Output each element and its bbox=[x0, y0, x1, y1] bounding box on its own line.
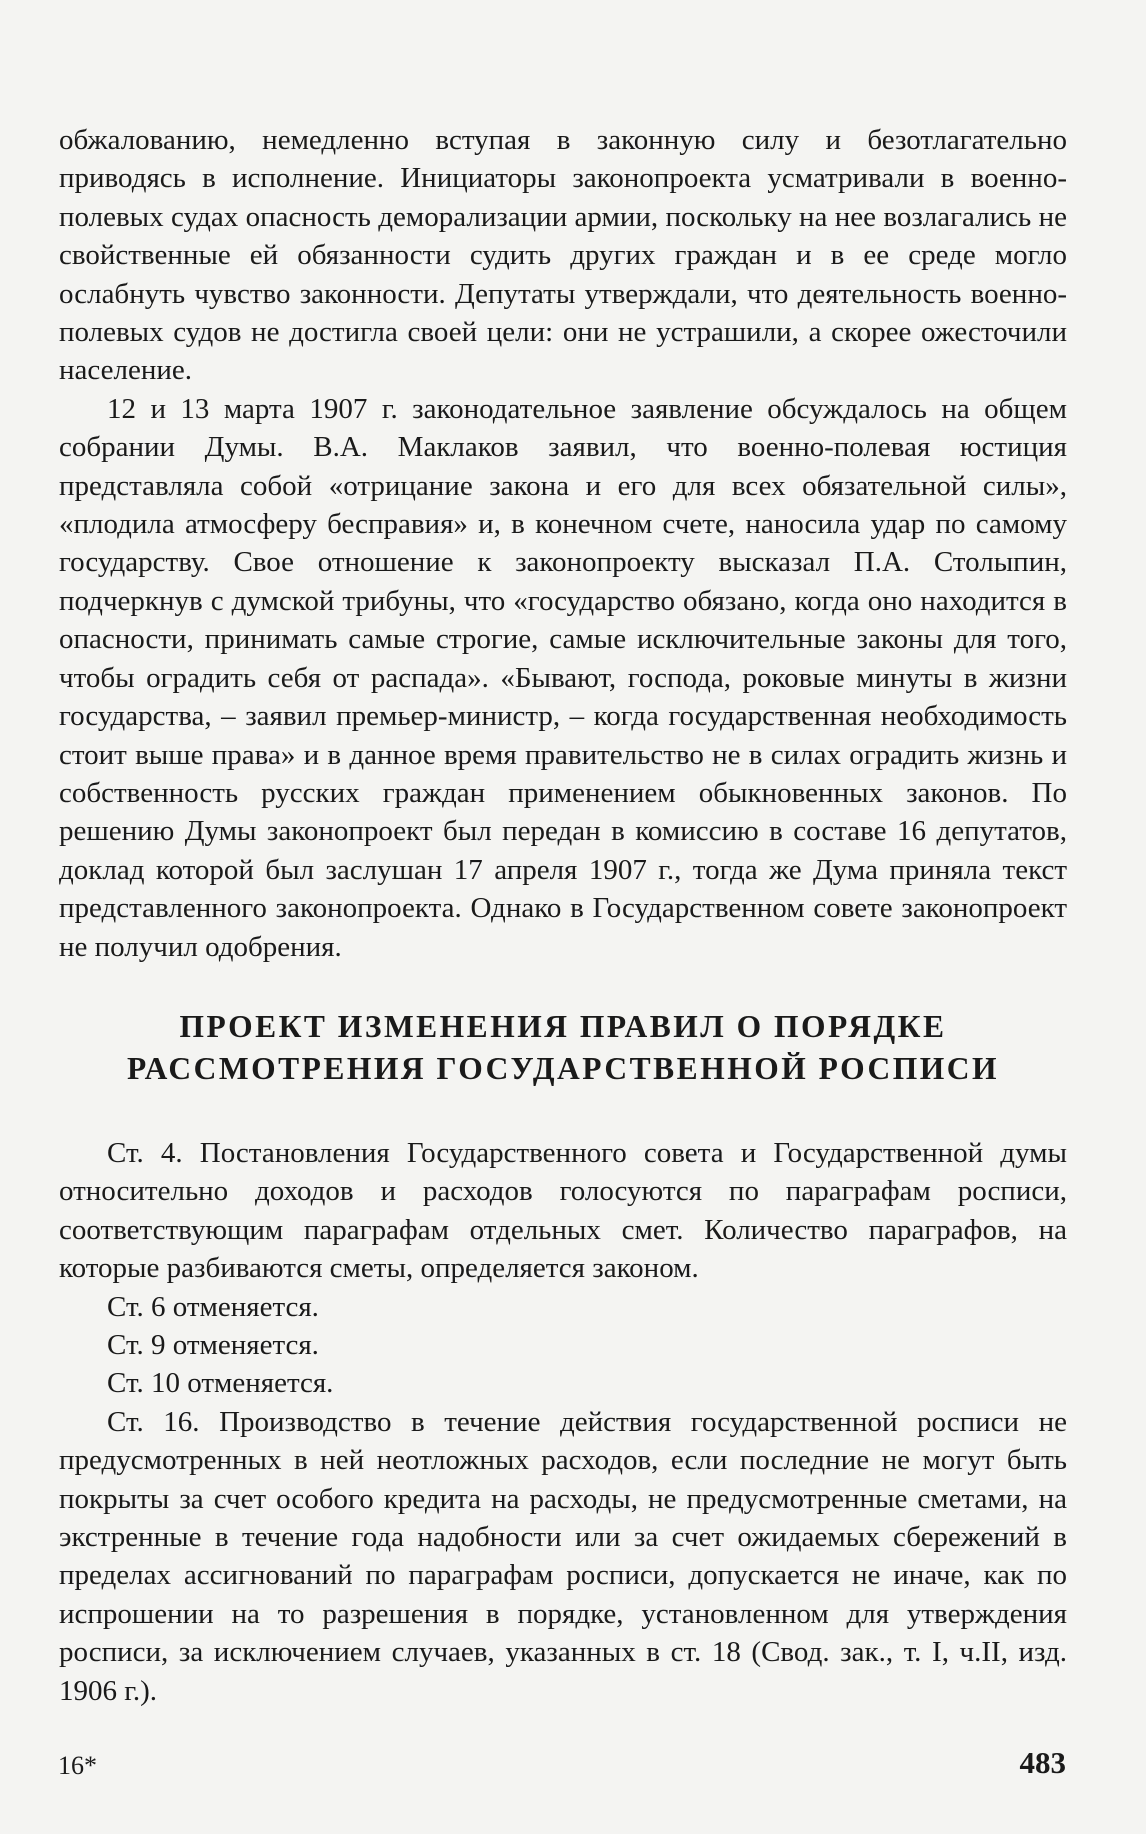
article-4: Ст. 4. Постановления Государственного совета и Государственной думы относительно доходов и расходов голосуются по параграфам росписи, соответствующим параграфам отдельных смет. Количество параграфов, на которые разбиваются сметы, определяется законом. bbox=[59, 1137, 1067, 1285]
page-number: 483 bbox=[1019, 1745, 1066, 1780]
paragraph-continuation: обжалованию, немедленно вступая в законную силу и безотлагательно приводясь в исполнение. Инициаторы законопроекта усматривали в военно-полевых судах опасность деморализации армии, поскольку на нее возлагались не свойственные ей обязанности судить других граждан и в ее среде могло ослабнуть чувство законности. Депутаты утверждали, что деятельность военно-полевых судов не достигла своей цели: они не устрашили, а скорее ожесточили население. bbox=[59, 124, 1067, 387]
paragraph-duma-discussion: 12 и 13 марта 1907 г. законодательное заявление обсуждалось на общем собрании Думы. В.А. Маклаков заявил, что военно-полевая юстиция представляла собой «отрицание закона и его для всех обязательной силы», «плодила атмосферу бесправия» и, в конечном счете, наносила удар по самому государству. Свое отношение к законопроекту высказал П.А. Столыпин, подчеркнув с думской трибуны, что «государство обязано, когда оно находится в опасности, принимать самые строгие, самые исключительные законы для того, чтобы оградить себя от распада». «Бывают, господа, роковые минуты в жизни государства, – заявил премьер-министр, – когда государственная необходимость стоит выше права» и в данное время правительство не в силах оградить жизнь и собственность русских граждан применением обыкновенных законов. По решению Думы законопроект был передан в комиссию в составе 16 депутатов, доклад которой был заслушан 17 апреля 1907 г., тогда же Дума приняла текст представленного законопроекта. Однако в Государственном совете законопроект не получил одобрения. bbox=[59, 392, 1067, 963]
section-heading-line-1: ПРОЕКТ ИЗМЕНЕНИЯ ПРАВИЛ О ПОРЯДКЕ bbox=[179, 1009, 947, 1044]
article-9: Ст. 9 отменяется. bbox=[107, 1329, 319, 1362]
article-16: Ст. 16. Производство в течение действия государственной росписи не предусмотренных в ней неотложных расходов, если последние не могут быть покрыты за счет особого кредита на расходы, не предусмотренные сметами, на экстренные в течение года надобности или за счет ожидаемых сбережений в пределах ассигнований по параграфам росписи, допускается не иначе, как по испрошении на то разрешения в порядке, установленном для утверждения росписи, за исключением случаев, указанных в ст. 18 (Свод. зак., т. I, ч.II, изд. 1906 г.). bbox=[59, 1405, 1067, 1707]
signature-mark: 16* bbox=[58, 1751, 97, 1780]
article-10: Ст. 10 отменяется. bbox=[107, 1367, 334, 1400]
section-heading bbox=[59, 1006, 1067, 1090]
body-text-bottom bbox=[59, 1134, 1067, 1710]
body-text-top bbox=[59, 121, 1067, 966]
section-heading-line-2: РАССМОТРЕНИЯ ГОСУДАРСТВЕННОЙ РОСПИСИ bbox=[126, 1051, 1000, 1086]
article-6: Ст. 6 отменяется. bbox=[107, 1290, 319, 1323]
